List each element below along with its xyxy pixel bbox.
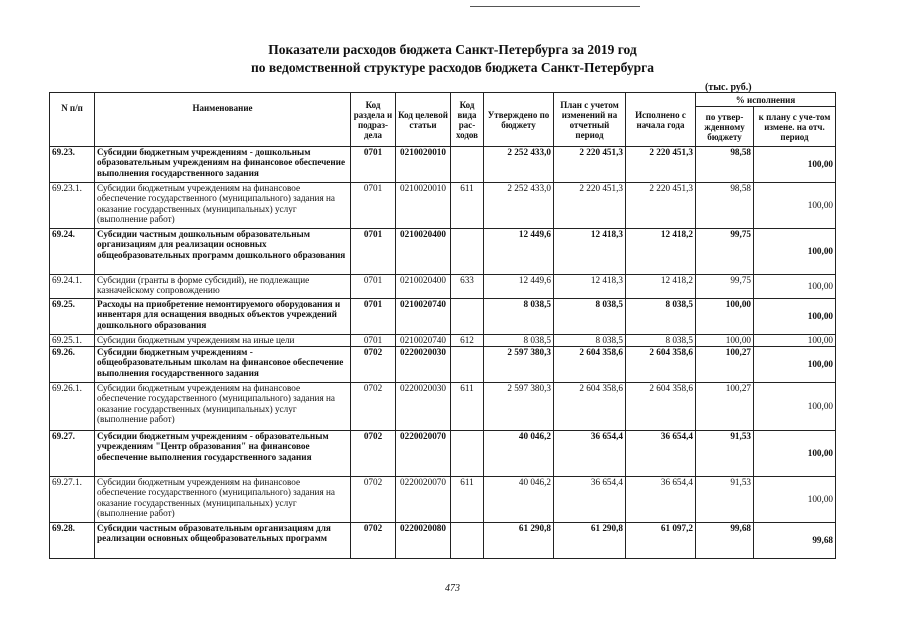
row-pct-approved: 100,27 [696,383,754,431]
row-exptype: 611 [451,477,484,523]
row-approved: 2 597 380,3 [484,383,554,431]
header-name: Наименование [95,93,351,147]
row-name: Субсидии бюджетным учреждениям на финансовое обеспечение государственного (муниципального) задания на оказание государственных (муниципальных) услуг (выполнение работ) [95,183,351,229]
row-plan: 61 290,8 [554,523,626,559]
row-pct-approved: 99,75 [696,275,754,299]
row-section: 0702 [351,383,396,431]
row-executed: 61 097,2 [626,523,696,559]
row-plan: 8 038,5 [554,299,626,335]
row-name: Субсидии бюджетным учреждениям - общеобразовательным школам на финансовое обеспечение выполнения государственного задания [95,347,351,383]
row-section: 0702 [351,477,396,523]
row-approved: 8 038,5 [484,335,554,347]
row-name: Субсидии бюджетным учреждениям на финансовое обеспечение государственного (муниципального) задания на оказание государственных (муниципальных) услуг (выполнение работ) [95,477,351,523]
row-target: 0210020400 [396,275,451,299]
header-target: Код целевой статьи [396,93,451,147]
row-plan: 36 654,4 [554,431,626,477]
table-row [50,147,836,183]
row-approved: 40 046,2 [484,477,554,523]
row-plan: 2 604 358,6 [554,383,626,431]
row-pct-plan: 100,00 [754,477,836,523]
row-section: 0702 [351,347,396,383]
row-approved: 12 449,6 [484,229,554,275]
row-pct-approved: 99,68 [696,523,754,559]
row-num: 69.27. [50,431,95,477]
row-plan: 36 654,4 [554,477,626,523]
document-subtitle: по ведомственной структуре расходов бюджета Санкт-Петербурга [250,60,655,75]
row-pct-plan: 100,00 [754,299,836,335]
row-num: 69.24.1. [50,275,95,299]
table-row [50,523,836,559]
row-pct-approved: 100,00 [696,335,754,347]
row-num: 69.25. [50,299,95,335]
row-section: 0701 [351,275,396,299]
row-pct-plan: 100,00 [754,431,836,477]
row-exptype [451,431,484,477]
row-pct-plan: 100,00 [754,275,836,299]
row-name: Субсидии бюджетным учреждениям - образовательным учреждениям "Центр образования" на финансовое обеспечение выполнения государственного задания [95,431,351,477]
header-approved: Утверждено по бюджету [484,93,554,147]
row-num: 69.23. [50,147,95,183]
row-name: Субсидии бюджетным учреждениям - дошкольным образовательным учреждениям на финансовое обеспечение выполнения государственного задания [95,147,351,183]
row-target: 0210020400 [396,229,451,275]
row-num: 69.24. [50,229,95,275]
row-pct-plan: 100,00 [754,147,836,183]
document-title: Показатели расходов бюджета Санкт-Петербурга за 2019 год [268,42,637,57]
row-target: 0210020740 [396,299,451,335]
row-target: 0220020030 [396,347,451,383]
row-name: Субсидии (гранты в форме субсидий), не подлежащие казначейскому сопровождению [95,275,351,299]
page-number: 473 [445,583,460,594]
row-plan: 8 038,5 [554,335,626,347]
header-exptype: Код вида рас-ходов [451,93,484,147]
table-row [50,183,836,229]
row-target: 0220020080 [396,523,451,559]
row-num: 69.27.1. [50,477,95,523]
row-pct-approved: 100,00 [696,299,754,335]
row-num: 69.25.1. [50,335,95,347]
row-num: 69.23.1. [50,183,95,229]
row-exptype [451,347,484,383]
row-section: 0701 [351,229,396,275]
table-row [50,335,836,347]
row-executed: 12 418,2 [626,275,696,299]
row-pct-approved: 100,27 [696,347,754,383]
row-name: Субсидии бюджетным учреждениям на иные цели [95,335,351,347]
row-pct-approved: 91,53 [696,477,754,523]
row-pct-approved: 98,58 [696,183,754,229]
row-exptype [451,147,484,183]
row-section: 0701 [351,183,396,229]
row-pct-plan: 100,00 [754,383,836,431]
row-target: 0210020740 [396,335,451,347]
row-target: 0210020010 [396,147,451,183]
row-executed: 12 418,2 [626,229,696,275]
row-target: 0220020070 [396,431,451,477]
row-pct-plan: 99,68 [754,523,836,559]
row-section: 0701 [351,299,396,335]
row-plan: 2 220 451,3 [554,183,626,229]
row-executed: 8 038,5 [626,335,696,347]
row-plan: 12 418,3 [554,229,626,275]
row-plan: 2 604 358,6 [554,347,626,383]
table-row [50,477,836,523]
row-approved: 2 597 380,3 [484,347,554,383]
header-pct-approved: по утвер-жденному бюджету [696,107,754,147]
row-executed: 36 654,4 [626,431,696,477]
row-exptype [451,299,484,335]
budget-table [49,92,836,559]
row-name: Субсидии бюджетным учреждениям на финансовое обеспечение государственного (муниципального) задания на оказание государственных (муниципальных) услуг (выполнение работ) [95,383,351,431]
row-target: 0220020070 [396,477,451,523]
row-pct-plan: 100,00 [754,229,836,275]
row-pct-plan: 100,00 [754,347,836,383]
table-row [50,275,836,299]
row-section: 0702 [351,523,396,559]
row-approved: 40 046,2 [484,431,554,477]
row-approved: 2 252 433,0 [484,147,554,183]
row-name: Субсидии частным образовательным организациям для реализации основных общеобразовательных программ [95,523,351,559]
header-pct: % исполнения [696,93,836,107]
row-executed: 36 654,4 [626,477,696,523]
row-target: 0210020010 [396,183,451,229]
row-plan: 12 418,3 [554,275,626,299]
row-approved: 12 449,6 [484,275,554,299]
row-num: 69.26. [50,347,95,383]
row-executed: 2 220 451,3 [626,183,696,229]
row-target: 0220020030 [396,383,451,431]
row-name: Расходы на приобретение немонтируемого оборудования и инвентаря для оснащения вводных объектов учреждений дошкольного образования [95,299,351,335]
row-pct-plan: 100,00 [754,183,836,229]
row-exptype: 633 [451,275,484,299]
row-pct-approved: 91,53 [696,431,754,477]
header-pct-plan: к плану с уче-том измене. на отч. период [754,107,836,147]
row-approved: 61 290,8 [484,523,554,559]
row-executed: 2 220 451,3 [626,147,696,183]
row-approved: 2 252 433,0 [484,183,554,229]
row-exptype: 612 [451,335,484,347]
header-section: Код раздела и подраз-дела [351,93,396,147]
table-row [50,431,836,477]
row-exptype: 611 [451,383,484,431]
row-pct-approved: 99,75 [696,229,754,275]
header-num: N п/п [50,93,95,147]
row-name: Субсидии частным дошкольным образовательным организациям для реализации основных общеобразовательных программ дошкольного образования [95,229,351,275]
row-section: 0701 [351,335,396,347]
row-num: 69.28. [50,523,95,559]
table-row [50,347,836,383]
top-rule [470,6,640,7]
row-exptype [451,229,484,275]
row-pct-plan: 100,00 [754,335,836,347]
row-pct-approved: 98,58 [696,147,754,183]
row-exptype: 611 [451,183,484,229]
unit-label: (тыс. руб.) [705,82,752,93]
header-executed: Исполнено с начала года [626,93,696,147]
header-plan: План с учетом изменений на отчетный период [554,93,626,147]
row-num: 69.26.1. [50,383,95,431]
table-row [50,383,836,431]
row-plan: 2 220 451,3 [554,147,626,183]
table-row [50,229,836,275]
row-exptype [451,523,484,559]
row-executed: 2 604 358,6 [626,383,696,431]
table-row [50,299,836,335]
row-approved: 8 038,5 [484,299,554,335]
row-section: 0702 [351,431,396,477]
row-executed: 8 038,5 [626,299,696,335]
row-section: 0701 [351,147,396,183]
row-executed: 2 604 358,6 [626,347,696,383]
